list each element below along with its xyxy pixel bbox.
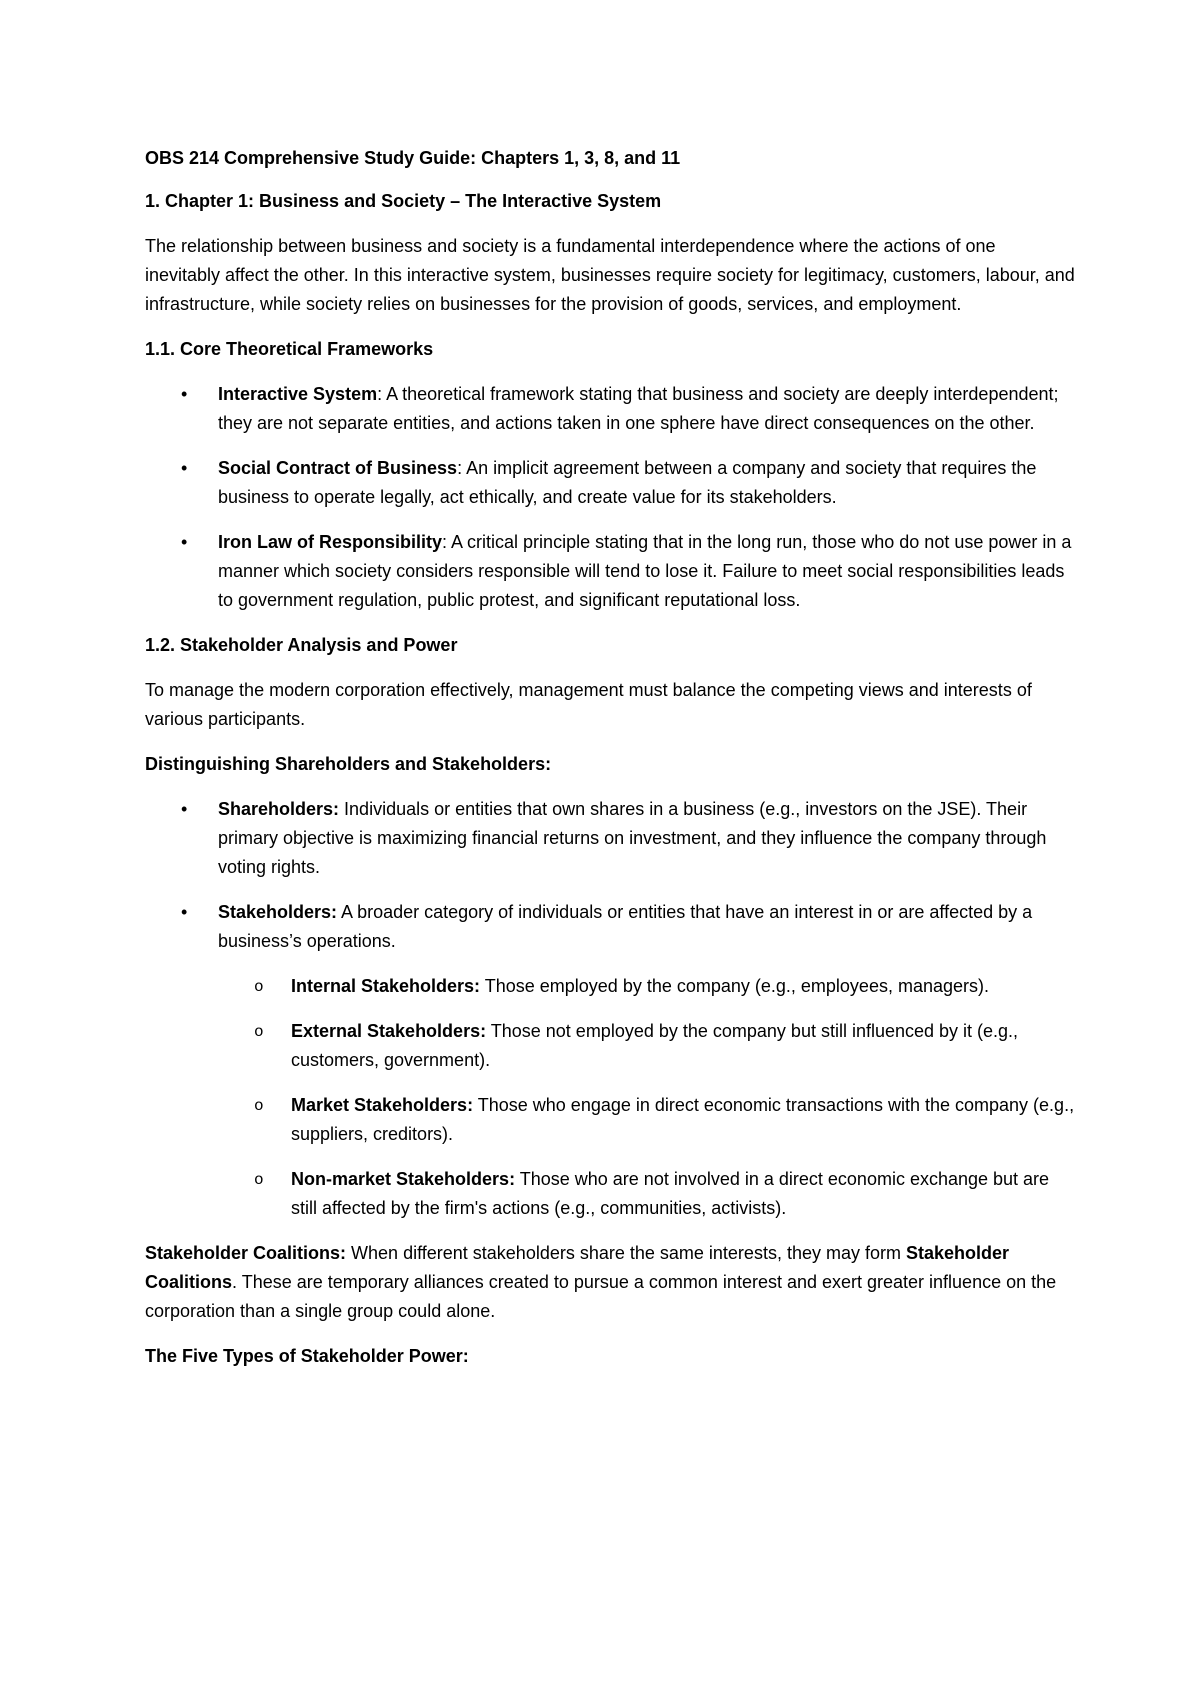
definition: A broader category of individuals or entities that have an interest in or are affected by a business’s operations. bbox=[218, 902, 1033, 951]
term: Stakeholder Coalitions: bbox=[145, 1243, 347, 1263]
stakeholder-types-list bbox=[218, 972, 1075, 1223]
chapter-1-heading: 1. Chapter 1: Business and Society – The Interactive System bbox=[145, 191, 662, 211]
term: Internal Stakeholders: bbox=[291, 976, 481, 996]
list-item bbox=[145, 528, 1075, 615]
list-item bbox=[218, 972, 1075, 1001]
paragraph-text: . These are temporary alliances created to pursue a common interest and exert greater influence on the corporation than a single group could alone. bbox=[145, 1272, 1057, 1321]
bullet-icon: • bbox=[181, 799, 188, 819]
bullet-icon: • bbox=[181, 458, 188, 478]
section-1-2-intro: To manage the modern corporation effectively, management must balance the competing views and interests of various participants. bbox=[145, 680, 1032, 729]
stakeholder-power-heading: The Five Types of Stakeholder Power: bbox=[145, 1346, 469, 1366]
term: Market Stakeholders: bbox=[291, 1095, 474, 1115]
definition: A critical principle stating that in the long run, those who do not use power in a manner which society considers responsible will tend to lose it. Failure to meet social responsibilities leads to government regulation, public protest, and significant reputational loss. bbox=[218, 532, 1072, 610]
term: Stakeholder Coalitions bbox=[145, 1243, 1010, 1292]
definition: An implicit agreement between a company and society that requires the business to operate legally, act ethically, and create value for its stakeholders. bbox=[218, 458, 1037, 507]
term-separator: : bbox=[442, 532, 452, 552]
definition: Individuals or entities that own shares in a business (e.g., investors on the JSE). Their primary objective is maximizing financial returns on investment, and they influence the company through voting rights. bbox=[218, 799, 1047, 877]
section-1-1-heading: 1.1. Core Theoretical Frameworks bbox=[145, 339, 434, 359]
shareholders-stakeholders-list bbox=[145, 795, 1075, 1223]
section-1-2-heading: 1.2. Stakeholder Analysis and Power bbox=[145, 635, 458, 655]
term: Social Contract of Business bbox=[218, 458, 458, 478]
bullet-icon: • bbox=[181, 384, 188, 404]
list-item bbox=[218, 1017, 1075, 1075]
bullet-icon: • bbox=[181, 532, 188, 552]
circle-bullet-icon: o bbox=[254, 1023, 264, 1041]
distinguishing-subheading: Distinguishing Shareholders and Stakeholders: bbox=[145, 754, 552, 774]
term: Shareholders: bbox=[218, 799, 340, 819]
list-item bbox=[218, 1091, 1075, 1149]
document-page bbox=[145, 144, 1075, 1387]
list-item bbox=[145, 898, 1075, 1223]
term: Non-market Stakeholders: bbox=[291, 1169, 516, 1189]
core-frameworks-list bbox=[145, 380, 1075, 615]
definition: Those not employed by the company but still influenced by it (e.g., customers, government). bbox=[291, 1021, 1019, 1070]
list-item bbox=[145, 380, 1075, 438]
definition: Those employed by the company (e.g., employees, managers). bbox=[480, 976, 989, 996]
term-separator: : bbox=[377, 384, 387, 404]
definition: Those who engage in direct economic transactions with the company (e.g., suppliers, creditors). bbox=[291, 1095, 1075, 1144]
circle-bullet-icon: o bbox=[254, 978, 264, 996]
stakeholder-coalitions-paragraph bbox=[145, 1239, 1075, 1326]
document-title: OBS 214 Comprehensive Study Guide: Chapters 1, 3, 8, and 11 bbox=[145, 148, 681, 168]
chapter-1-intro: The relationship between business and society is a fundamental interdependence where the actions of one inevitably affect the other. In this interactive system, businesses require society for legitimacy, customers, labour, and infrastructure, while society relies on businesses for the provision of goods, services, and employment. bbox=[145, 236, 1075, 314]
list-item bbox=[145, 454, 1075, 512]
definition: Those who are not involved in a direct economic exchange but are still affected by the firm's actions (e.g., communities, activists). bbox=[291, 1169, 1050, 1218]
list-item bbox=[145, 795, 1075, 882]
bullet-icon: • bbox=[181, 902, 188, 922]
term: Iron Law of Responsibility bbox=[218, 532, 443, 552]
paragraph-text: When different stakeholders share the same interests, they may form bbox=[346, 1243, 906, 1263]
term: External Stakeholders: bbox=[291, 1021, 487, 1041]
term-separator: : bbox=[457, 458, 467, 478]
term: Interactive System bbox=[218, 384, 378, 404]
definition: A theoretical framework stating that business and society are deeply interdependent; they are not separate entities, and actions taken in one sphere have direct consequences on the other. bbox=[218, 384, 1059, 433]
term: Stakeholders: bbox=[218, 902, 338, 922]
circle-bullet-icon: o bbox=[254, 1171, 264, 1189]
list-item bbox=[218, 1165, 1075, 1223]
circle-bullet-icon: o bbox=[254, 1097, 264, 1115]
